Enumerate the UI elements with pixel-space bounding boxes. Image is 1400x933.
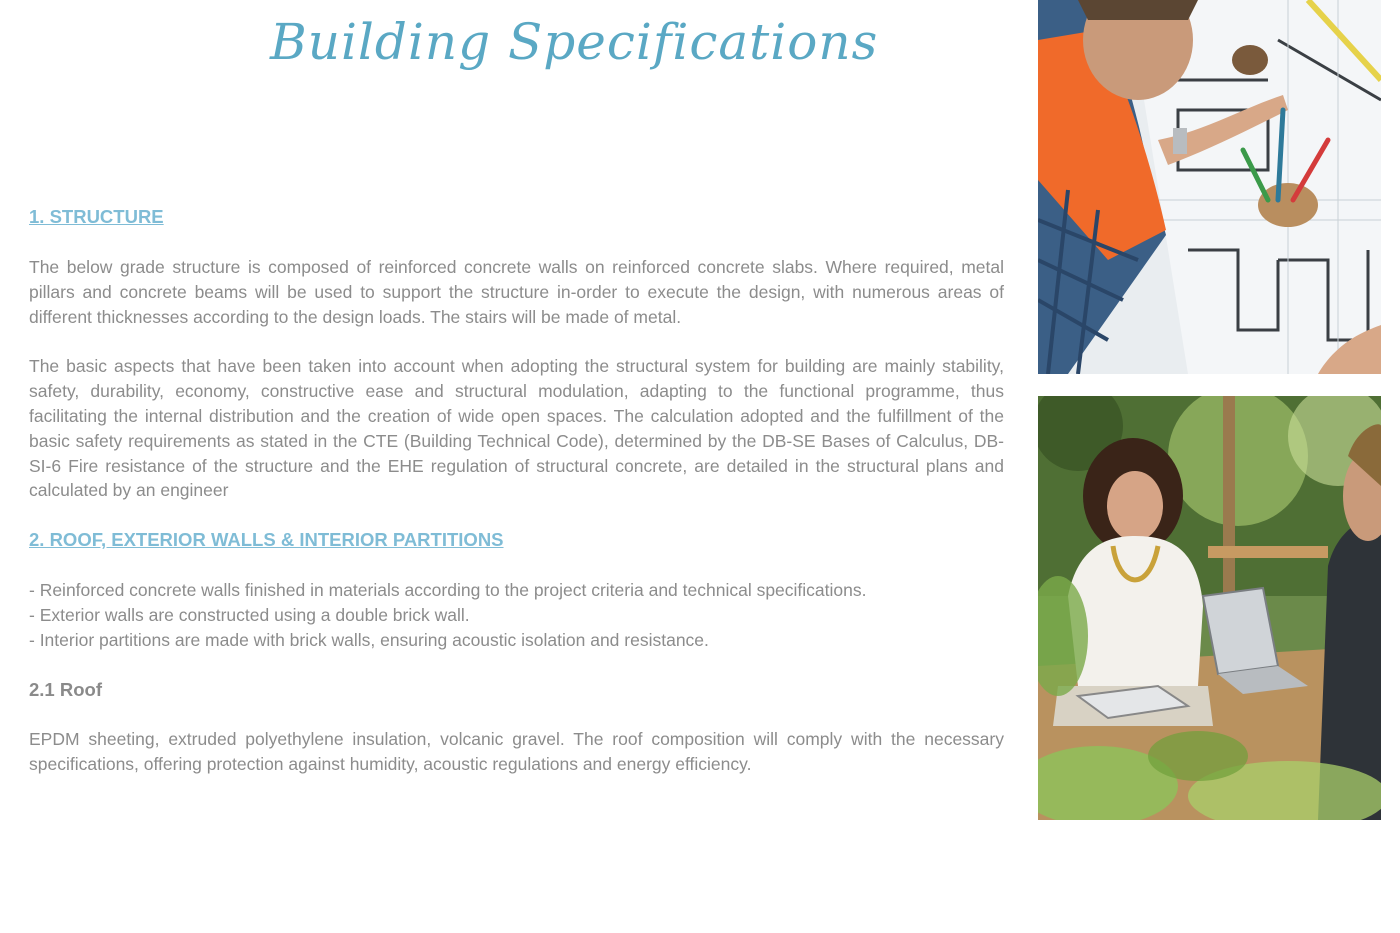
roof-paragraph: EPDM sheeting, extruded polyethylene insulation, volcanic gravel. The roof composition will comply with the necessary specifications, offering protection against humidity, acoustic regulations and energy efficiency. bbox=[29, 729, 1004, 775]
blueprint-photo-icon bbox=[1038, 0, 1381, 374]
architects-blueprint-photo bbox=[1038, 0, 1381, 374]
walls-item: - Interior partitions are made with brick walls, ensuring acoustic isolation and resistance. bbox=[29, 629, 709, 650]
structure-heading: 1. STRUCTURE bbox=[29, 206, 164, 227]
walls-item: - Reinforced concrete walls finished in materials according to the project criteria and technical specifications. bbox=[29, 580, 867, 601]
spec-content bbox=[29, 205, 1004, 777]
meeting-photo-icon bbox=[1038, 396, 1381, 820]
page-title: Building Specifications bbox=[270, 13, 879, 71]
roof-heading: 2.1 Roof bbox=[29, 678, 102, 700]
structure-paragraph-1: The below grade structure is composed of reinforced concrete walls on reinforced concrete slabs. Where required, metal pillars and concrete beams will be used to support the structure in-order to execute the design, with numerous areas of different thicknesses according to the design loads. The stairs will be made of metal. bbox=[29, 257, 1004, 327]
structure-paragraph-2: The basic aspects that have been taken into account when adopting the structural system for building are mainly stability, safety, durability, economy, constructive ease and structural modulation, adapting to the functional programme, thus facilitating the internal distribution and the creation of wide open spaces. The calculation adopted and the fulfillment of the basic safety requirements as stated in the CTE (Building Technical Code), determined by the DB-SE Bases of Calculus, DB-SI-6 Fire resistance of the structure and the EHE regulation of structural concrete, are detailed in the structural plans and calculated by an engineer bbox=[29, 356, 1004, 501]
walls-item: - Exterior walls are constructed using a double brick wall. bbox=[29, 604, 470, 625]
walls-heading: 2. ROOF, EXTERIOR WALLS & INTERIOR PARTITIONS bbox=[29, 529, 504, 551]
outdoor-meeting-photo bbox=[1038, 396, 1381, 820]
